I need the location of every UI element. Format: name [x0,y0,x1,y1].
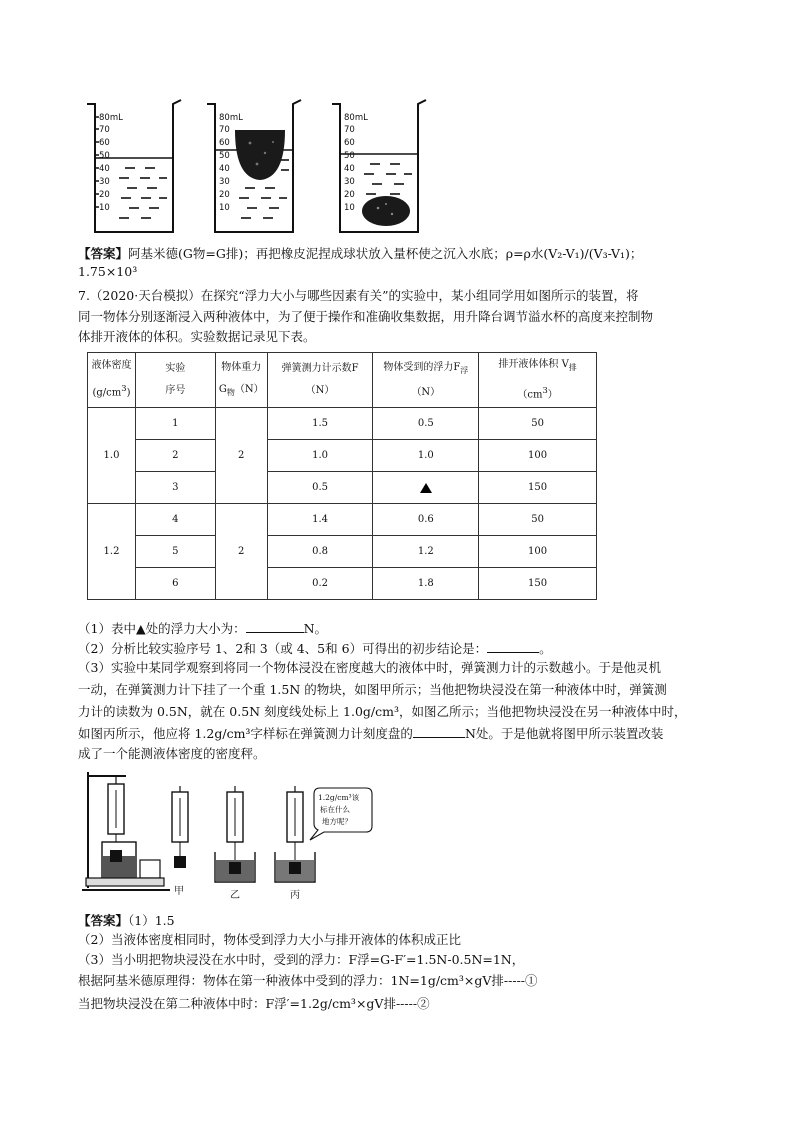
spring-scale-figure [80,770,380,905]
cell-buoy-unknown [373,472,479,504]
svg-text:20: 20 [99,190,110,200]
svg-text:70: 70 [99,125,110,135]
question-7-line-3: 体排开液体的体积。实验数据记录见下表。 [78,329,316,344]
answer-blank-2[interactable] [487,640,539,653]
table-row [88,408,597,440]
header-buoyancy: 物体受到的浮力$F_浮$ （N） [373,353,479,408]
sub-question-3-line-1: （3）实验中某同学观察到将同一个物体浸没在密度越大的液体中时，弹簧测力计的示数越小。于是他灵机 [78,660,661,675]
sub-question-1-text: （1）表中▲处的浮力大小为： [78,621,246,636]
answer-2-part-5: 当把物块浸没在第二种液体中时：F浮′=1.2g/cm³×gV排-----② [78,996,430,1011]
cell-no: 3 [135,472,215,504]
answer-2-part-4: 根据阿基米德原理得：物体在第一种液体中受到的浮力：1N=1g/cm³×gV排-----① [78,973,538,988]
svg-text:20: 20 [344,190,355,200]
cell-buoy: 1.8 [373,568,479,600]
answer-label: 【答案】 [78,246,129,261]
cell-f: 1.5 [267,408,373,440]
answer-2-part-3: （3）当小明把物块浸没在水中时，受到的浮力：F浮=G-F′=1.5N-0.5N=1N， [78,952,525,967]
triangle-marker-icon [420,483,432,493]
beaker-figure [80,98,460,236]
cell-vol: 100 [479,440,597,472]
svg-text:10: 10 [219,203,230,213]
svg-text:50: 50 [99,151,110,161]
tick-label: 80mL [99,113,123,123]
answer-2-line-1 [78,913,175,929]
svg-text:70: 70 [344,125,355,135]
cell-weight: 2 [215,504,267,600]
sub-question-3-line-4 [78,725,663,742]
svg-text:标在什么: 标在什么 [320,805,350,814]
sub-question-2-end: 。 [539,641,552,656]
svg-text:10: 10 [99,203,110,213]
beaker-1 [87,100,181,232]
stand-apparatus [82,772,170,890]
header-scale: 弹簧测力计示数F （N） [267,353,373,408]
sub-question-1 [78,620,327,637]
sub-question-2 [78,640,552,657]
answer-1-value: 1.75×10³ [78,264,138,279]
cell-no: 1 [135,408,215,440]
sub-question-3-line-3: 力计的读数为 0.5N，就在 0.5N 刻度线处标上 1.0g/cm³，如图乙所示；当他把物块浸没在另一种液体中时， [78,704,687,719]
cell-vol: 50 [479,504,597,536]
cell-weight: 2 [215,408,267,504]
question-7-line-2: 同一物体分别逐渐浸入两种液体中，为了便于操作和准确收集数据，用升降台调节溢水杯的高度来控制物 [78,309,654,324]
spring-scale-bing [275,786,315,901]
table-row [88,504,597,536]
table-row [88,568,597,600]
cell-vol: 150 [479,472,597,504]
svg-text:30: 30 [344,177,355,187]
table-row [88,440,597,472]
cell-f: 1.0 [267,440,373,472]
svg-text:30: 30 [99,177,110,187]
sub-question-3-text: 如图丙所示，他应将 1.2g/cm³字样标在弹簧测力计刻度盘的 [78,726,413,741]
answer-label: 【答案】 [78,913,129,928]
cell-f: 1.4 [267,504,373,536]
cell-f: 0.2 [267,568,373,600]
header-weight: 物体重力 $G_物(N)$ [215,353,267,408]
svg-text:60: 60 [344,138,355,148]
svg-text:60: 60 [99,138,110,148]
svg-text:1.2g/cm³该: 1.2g/cm³该 [318,793,360,802]
label-yi: 乙 [230,890,240,901]
svg-text:70: 70 [219,125,230,135]
sub-question-3-line-2: 一动，在弹簧测力计下挂了一个重 1.5N 的物块，如图甲所示；当他把物块浸没在第一种液体中时，弹簧测 [78,682,667,697]
beaker-2 [207,100,301,232]
cell-buoy: 0.5 [373,408,479,440]
cell-buoy: 1.0 [373,440,479,472]
header-density: 液体密度 $(g/cm^3)$ [88,353,136,408]
header-no: 实验 序号 [135,353,215,408]
svg-text:30: 30 [219,177,230,187]
data-table [87,352,597,600]
cell-f: 0.8 [267,536,373,568]
answer-blank-1[interactable] [246,620,304,633]
svg-text:50: 50 [219,151,230,161]
label-jia: 甲 [174,886,184,897]
svg-text:地方呢？: 地方呢？ [322,817,352,826]
svg-text:20: 20 [219,190,230,200]
sub-question-1-unit: N。 [303,621,328,636]
beaker-3 [332,100,426,232]
svg-text:60: 60 [219,138,230,148]
answer-1-text: 阿基米德(G物=G排)；再把橡皮泥捏成球状放入量杯使之沉入水底；ρ=ρ水(V₂-V₁)/(V₃-V₁)； [128,246,643,261]
answer-blank-3[interactable] [413,725,465,738]
cell-no: 5 [135,536,215,568]
cell-density: 1.0 [88,408,136,504]
table-row [88,536,597,568]
cell-vol: 100 [479,536,597,568]
table-header-row [88,353,597,408]
cell-density: 1.2 [88,504,136,600]
cell-vol: 150 [479,568,597,600]
spring-scale-yi [215,786,255,901]
cell-no: 4 [135,504,215,536]
cell-buoy: 0.6 [373,504,479,536]
cell-no: 2 [135,440,215,472]
sub-question-3-line-5: 成了一个能测液体密度的密度秤。 [78,746,266,761]
sub-question-2-text: （2）分析比较实验序号 1、2和 3（或 4、5和 6）可得出的初步结论是： [78,641,488,656]
cell-vol: 50 [479,408,597,440]
header-volume: 排开液体体积 $V_排$ $(cm^3)$ [479,353,597,408]
answer-1-line [78,246,642,262]
label-bing: 丙 [290,890,300,901]
svg-text:40: 40 [219,164,230,174]
svg-text:50: 50 [344,151,355,161]
table-row [88,472,597,504]
svg-text:80mL: 80mL [219,113,243,123]
sub-question-3-tail: N处。于是他就将图甲所示装置改装 [464,726,664,741]
answer-2-part-2: （2）当液体密度相同时，物体受到浮力大小与排开液体的体积成正比 [78,932,461,947]
svg-text:40: 40 [344,164,355,174]
cell-no: 6 [135,568,215,600]
cell-f: 0.5 [267,472,373,504]
cell-buoy: 1.2 [373,536,479,568]
svg-text:40: 40 [99,164,110,174]
svg-text:80mL: 80mL [344,113,368,123]
speech-bubble [310,788,372,840]
question-7-line-1: 7.（2020·天台模拟）在探究“浮力大小与哪些因素有关”的实验中，某小组同学用如图所示的装置，将 [78,288,639,303]
spring-scale-jia [172,786,188,897]
svg-text:10: 10 [344,203,355,213]
answer-2-part-1: （1）1.5 [128,913,175,928]
